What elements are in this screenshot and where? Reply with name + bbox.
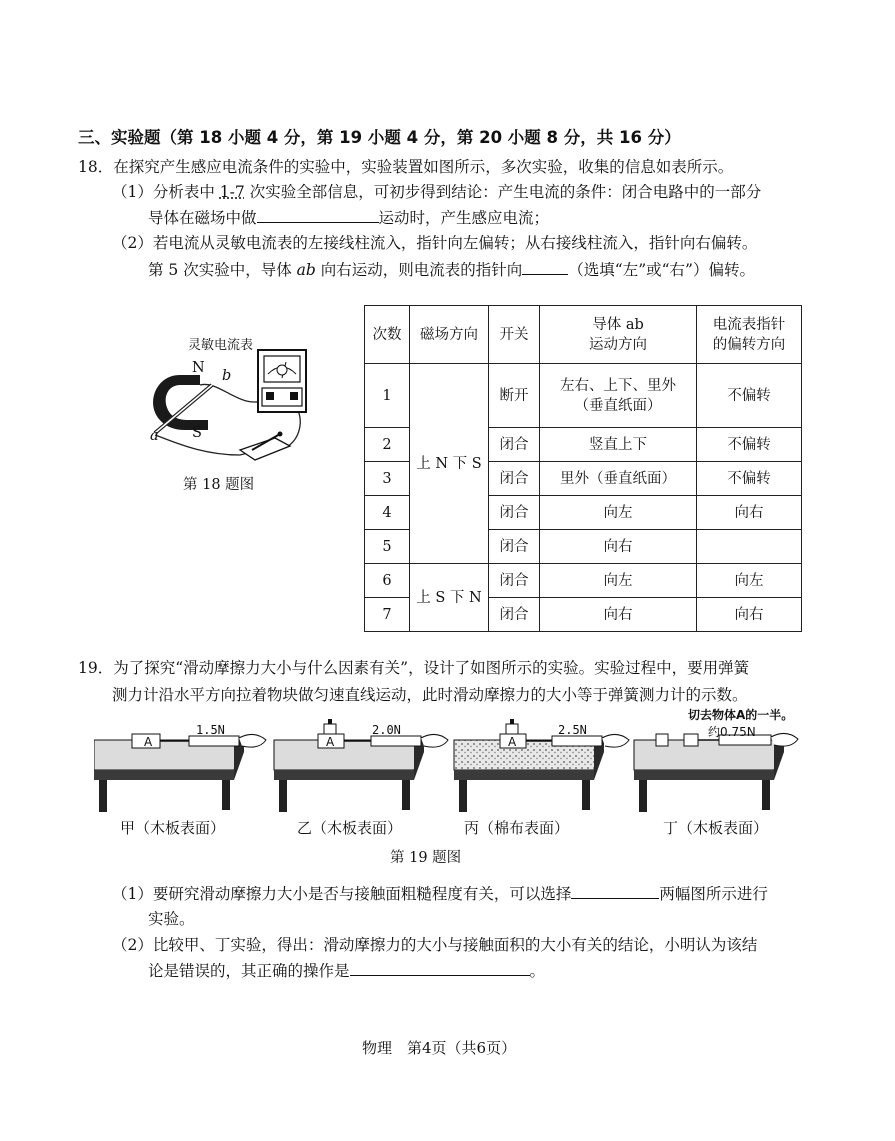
cell-motion: 里外（垂直纸面） — [540, 462, 697, 496]
th-motion-l1: 导体 ab — [592, 316, 644, 333]
q18-p1-line2-b: 运动时，产生感应电流； — [378, 209, 550, 227]
q18-part2-line2 — [148, 258, 755, 281]
th-field: 磁场方向 — [410, 306, 489, 364]
table-header-row — [365, 306, 802, 364]
section-title: 三、实验题（第 18 小题 4 分，第 19 小题 4 分，第 20 小题 8 分，共 16 分） — [78, 128, 681, 147]
q18-p2-text-c: （选填“左”或“右”）偏转。 — [568, 261, 755, 279]
q18-stem: 18．在探究产生感应电流条件的实验中，实验装置如图所示，多次实验，收集的信息如表所示。 — [78, 158, 734, 176]
label-yi: 乙（木板表面） — [297, 819, 403, 837]
q19-p2-text-b: 。 — [529, 962, 546, 980]
reading-ding: 约0.75N — [708, 725, 756, 739]
panel-yi — [274, 719, 448, 812]
answer-blank-q19-1[interactable] — [571, 882, 659, 899]
cell-field-1: 上 N 下 S — [410, 364, 489, 564]
q19-p2-text-a: 论是错误的，其正确的操作是 — [148, 962, 350, 980]
reading-yi: 2.0N — [372, 723, 401, 737]
q18-p1-text-b: 次实验全部信息，可初步得到结论：产生电流的条件：闭合电路中的一部分 — [244, 183, 762, 201]
answer-blank-q19-2[interactable] — [350, 959, 530, 976]
answer-blank-q18-2[interactable] — [522, 258, 568, 275]
label-N: N — [192, 360, 205, 376]
label-ding: 丁（木板表面） — [663, 819, 769, 837]
q18-data-table — [364, 305, 802, 632]
cell-motion: 向右 — [540, 598, 697, 632]
cell-deflect: 不偏转 — [697, 462, 802, 496]
q19-figure-caption: 第 19 题图 — [390, 850, 462, 866]
block-label-A: A — [508, 735, 517, 749]
label-b: b — [222, 368, 232, 384]
cell-field-2: 上 S 下 N — [410, 564, 489, 632]
cell-deflect: 向右 — [697, 496, 802, 530]
q19-stem-line2: 测力计沿水平方向拉着物块做匀速直线运动，此时滑动摩擦力的大小等于弹簧测力计的示数。 — [112, 686, 748, 704]
cell-n: 6 — [365, 564, 410, 598]
reading-bing: 2.5N — [558, 723, 587, 737]
q18-part1-line1 — [112, 181, 761, 203]
label-bing: 丙（棉布表面） — [464, 819, 570, 837]
meter-label: 灵敏电流表 — [188, 338, 254, 353]
answer-blank-q18-1[interactable] — [257, 206, 379, 223]
block-label-A: A — [144, 735, 153, 749]
th-switch: 开关 — [489, 306, 540, 364]
cell-switch: 闭合 — [489, 564, 540, 598]
cell-motion: 向左 — [540, 496, 697, 530]
panel-ding — [634, 733, 798, 812]
q19-p1-text-a: （1）要研究滑动摩擦力大小是否与接触面粗糙程度有关，可以选择 — [112, 885, 572, 903]
cell-deflect — [697, 530, 802, 564]
cell-motion: 向右 — [540, 530, 697, 564]
label-a: a — [150, 428, 159, 444]
table-row — [365, 564, 802, 598]
note-ding: 切去物体A的一半。 — [688, 708, 794, 722]
cell-switch: 断开 — [489, 364, 540, 428]
page-footer: 物理 第4页（共6页） — [362, 1039, 517, 1057]
panel-jia — [94, 734, 266, 812]
cell-n: 7 — [365, 598, 410, 632]
cell-switch: 闭合 — [489, 598, 540, 632]
table-row — [365, 364, 802, 428]
label-jia: 甲（木板表面） — [120, 819, 226, 837]
cell-switch: 闭合 — [489, 530, 540, 564]
q18-part1-line2 — [148, 206, 549, 229]
q18-p1-range: 1-7 — [219, 183, 245, 201]
q18-p2-text-a: 第 5 次实验中，导体 — [148, 261, 297, 279]
q18-p2-text-b: 向右运动，则电流表的指针向 — [315, 261, 523, 279]
q18-figure-caption: 第 18 题图 — [183, 477, 255, 493]
cell-motion: 向左 — [540, 564, 697, 598]
cell-deflect: 向左 — [697, 564, 802, 598]
th-deflect-l1: 电流表指针 — [712, 316, 786, 333]
block-label-A: A — [326, 735, 335, 749]
cell-switch: 闭合 — [489, 496, 540, 530]
cell-n: 4 — [365, 496, 410, 530]
cell-n: 3 — [365, 462, 410, 496]
cell-switch: 闭合 — [489, 428, 540, 462]
cell-switch: 闭合 — [489, 462, 540, 496]
q18-p1-text-a: （1）分析表中 — [112, 183, 220, 201]
q18-p1-line2-a: 导体在磁场中做 — [148, 209, 257, 227]
cell-motion — [540, 364, 697, 428]
cell-n: 5 — [365, 530, 410, 564]
q18-p2-ab: ab — [296, 261, 316, 279]
q19-stem-line1: 19．为了探究“滑动摩擦力大小与什么因素有关”，设计了如图所示的实验。实验过程中，要用弹簧 — [78, 659, 750, 677]
q18-part2-line1: （2）若电流从灵敏电流表的左接线柱流入，指针向左偏转；从右接线柱流入，指针向右偏转。 — [112, 234, 758, 252]
q19-part2-line2 — [148, 959, 545, 982]
cell-n: 2 — [365, 428, 410, 462]
cell-n: 1 — [365, 364, 410, 428]
cell-deflect: 不偏转 — [697, 364, 802, 428]
th-deflect-l2: 的偏转方向 — [712, 336, 786, 353]
q19-part2-line1: （2）比较甲、丁实验，得出：滑动摩擦力的大小与接触面积的大小有关的结论，小明认为该结 — [112, 936, 758, 954]
cell-motion: 竖直上下 — [540, 428, 697, 462]
q19-part1-line1 — [112, 882, 768, 905]
cell-motion-l1: 左右、上下、里外 — [560, 377, 676, 394]
panel-bing — [454, 719, 629, 812]
th-motion — [540, 306, 697, 364]
q19-part1-line2: 实验。 — [148, 910, 195, 928]
th-count: 次数 — [365, 306, 410, 364]
cell-deflect: 不偏转 — [697, 428, 802, 462]
cell-deflect: 向右 — [697, 598, 802, 632]
th-deflect — [697, 306, 802, 364]
q19-p1-text-b: 两幅图所示进行 — [659, 885, 768, 903]
reading-jia: 1.5N — [196, 723, 225, 737]
th-motion-l2: 运动方向 — [589, 336, 647, 353]
label-S: S — [192, 425, 202, 441]
cell-motion-l2: （垂直纸面） — [574, 397, 662, 414]
